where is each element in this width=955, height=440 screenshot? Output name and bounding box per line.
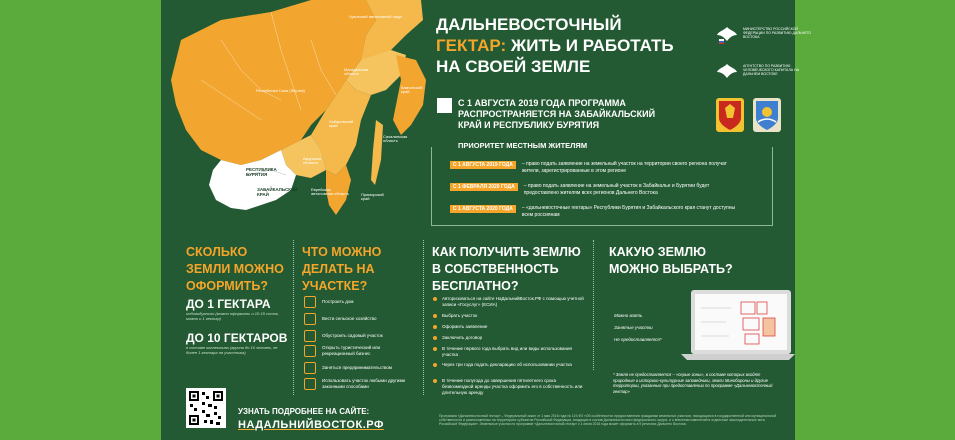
tent-icon	[304, 345, 316, 357]
ministry-logo	[743, 27, 813, 40]
agency-logo	[743, 64, 813, 77]
map-label-zabaikalsky: ЗАБАЙКАЛЬСКИЙ КРАЙ	[257, 187, 298, 197]
priority-date: С 1 ФЕВРАЛЯ 2020 ГОДА	[450, 183, 518, 191]
step-label: Выбрать участок	[442, 313, 478, 318]
poster-title	[436, 14, 706, 77]
what-to-do-title	[302, 244, 381, 295]
title-line: В СОБСТВЕННОСТЬ	[432, 262, 559, 276]
step-item	[433, 335, 587, 341]
activity-item	[304, 378, 412, 390]
title-line: МОЖНО ВЫБРАТЬ?	[609, 262, 733, 276]
title-line2-rest: ЖИТЬ И РАБОТАТЬ	[506, 36, 674, 55]
more-info-label: УЗНАТЬ ПОДРОБНЕЕ НА САЙТЕ:	[238, 407, 370, 416]
map-label-primorye: Приморский край	[361, 192, 384, 202]
option-1-note: индивидуально (можно оформить и 10-15 соток, можно и 1 гектар)	[186, 311, 279, 321]
priority-text: – «дальневосточные гектары» Республики Бурятия и Забайкальского края станут доступны всем россиянам	[521, 205, 736, 218]
activity-label: Вести сельское хозяйство	[322, 316, 377, 321]
title-line: ДЕЛАТЬ НА	[302, 262, 375, 276]
briefcase-icon	[304, 362, 316, 374]
priority-title: ПРИОРИТЕТ МЕСТНЫМ ЖИТЕЛЯМ	[458, 141, 588, 150]
map-label-kamchatka: Камчатский край	[401, 85, 423, 95]
house-icon	[304, 296, 316, 308]
legend-occupied: Занятые участки	[614, 325, 653, 330]
title-line1: ДАЛЬНЕВОСТОЧНЫЙ	[436, 15, 622, 34]
news-marker	[437, 98, 452, 113]
activity-label: Использовать участок любыми другими законными способами	[322, 378, 406, 389]
legal-footnote: Программа «Дальневосточный гектар» – Федеральный закон от 1 мая 2016 года № 119-ФЗ «Об особенностях предоставления гражданам земельных участков, находящихся в государственной или муниципальной собственности и расположенных на территориях субъектов Российской Федерации, входящих в состав Дальневосточного федерального округа, и о внесении изменений в отдельные законодательные акты Российской Федерации». Земельные участки по программе «Дальневосточный гектар» с 1 июля 2016 года может оформить в 9 регионах Дальнего Востока.	[439, 414, 777, 427]
title-line: ЗЕМЛИ МОЖНО	[186, 262, 284, 276]
title-line2	[436, 35, 706, 56]
news-text: С 1 АВГУСТА 2019 ГОДА ПРОГРАММА РАСПРОСТРАНЯЕТСЯ НА ЗАБАЙКАЛЬСКИЙ КРАЙ И РЕСПУБЛИКУ БУРЯТИЯ	[458, 98, 656, 130]
step-item	[433, 313, 587, 319]
priority-text: – право подать заявление на земельный участок на территории своего региона получат жители, зарегистрированные в этом регионе	[521, 161, 727, 174]
title-line: УЧАСТКЕ?	[302, 279, 368, 293]
zabaikalsky-emblem-icon	[716, 98, 744, 132]
divider	[423, 240, 424, 395]
divider	[293, 240, 294, 395]
step-label: Оформить заявление	[442, 324, 488, 329]
tractor-icon	[304, 313, 316, 325]
activity-label: Построить дом	[322, 299, 354, 304]
priority-row	[450, 183, 739, 197]
priority-row	[450, 205, 737, 219]
activity-item	[304, 296, 412, 308]
step-item	[433, 296, 587, 308]
title-line: ЧТО МОЖНО	[302, 245, 382, 259]
how-to-get-title	[432, 244, 581, 295]
website-link[interactable]: НАДАЛЬНИЙВОСТОК.РФ	[238, 419, 384, 431]
title-highlight: ГЕКТАР:	[436, 36, 507, 55]
legend-available: Можно взять	[614, 313, 643, 318]
step-label: Заключить договор	[442, 335, 483, 340]
activity-item	[304, 313, 412, 325]
map-label-amur: Амурская область	[303, 156, 321, 166]
which-land-note: * Земля не предоставляется – «серые зоны», в составе которых входят природные и историко-культурные заповедники, земли Минобороны и другие территории, указанные при предоставлении по программе «Дальневосточный гектар»	[613, 372, 773, 394]
laptop-map-icon	[671, 288, 796, 363]
title-line: СКОЛЬКО	[186, 245, 248, 259]
activity-item	[304, 362, 412, 374]
title-line: КАК ПОЛУЧИТЬ ЗЕМЛЮ	[432, 245, 581, 259]
step-label: В течение первого года выбрать вид или виды использования участка	[442, 346, 572, 357]
map-label-jewish: Еврейская автономная область	[311, 187, 349, 197]
priority-row	[450, 161, 737, 175]
title-line: БЕСПЛАТНО?	[432, 279, 519, 293]
priority-date: С 1 АВГУСТА 2020 ГОДА	[450, 205, 516, 213]
step-item	[433, 362, 587, 368]
title-line: ОФОРМИТЬ?	[186, 279, 268, 293]
leaf-logo-icon	[715, 62, 739, 82]
which-land-title	[609, 244, 733, 278]
qr-code-icon[interactable]	[186, 388, 226, 428]
step-label: Через три года подать декларацию об использовании участка	[442, 362, 572, 367]
far-east-map	[161, 0, 431, 225]
leaf-logo-icon	[715, 25, 739, 45]
priority-date: С 1 АВГУСТА 2019 ГОДА	[450, 161, 516, 169]
option-1-hectare: ДО 1 ГЕКТАРА	[186, 297, 271, 311]
how-much-title	[186, 244, 284, 295]
option-10-hectares: ДО 10 ГЕКТАРОВ	[186, 331, 288, 345]
step-item	[433, 324, 587, 330]
activity-label: Открыть туристический или рекреационный бизнес	[322, 345, 381, 356]
step-label: В течение полугода до завершения пятилетнего срока безвозмездной аренды участка оформить его в собственность или длительную аренду	[442, 378, 583, 395]
map-label-buryatia: РЕСПУБЛИКА БУРЯТИЯ	[246, 167, 277, 177]
map-label-khabarovsk: Хабаровский край	[329, 119, 354, 129]
poster	[161, 0, 812, 440]
step-item	[433, 346, 587, 358]
divider	[593, 240, 594, 370]
option-10-note: в составе коллектива (группа до 10 человек, не более 1 гектара на участника)	[186, 345, 278, 355]
title-line3: НА СВОЕЙ ЗЕМЛЕ	[436, 57, 591, 76]
map-label-magadan: Магаданская область	[344, 67, 369, 77]
activity-label: Заняться предпринимательством	[322, 365, 392, 370]
ministry-name: МИНИСТЕРСТВО РОССИЙСКОЙ ФЕДЕРАЦИИ ПО РАЗВИТИЮ ДАЛЬНЕГО ВОСТОКА	[743, 27, 812, 40]
step-label: Авторизоваться на сайте НаДальнийВосток.РФ с помощью учетной записи «Госуслуг» (ЕСИА)	[442, 296, 584, 307]
step-item	[433, 378, 587, 396]
map-label-sakhalin: Сахалинская область	[383, 134, 408, 144]
title-line: КАКУЮ ЗЕМЛЮ	[609, 245, 706, 259]
activity-label: Обустроить садовый участок	[322, 333, 383, 338]
agency-name: АГЕНТСТВО ПО РАЗВИТИЮ ЧЕЛОВЕЧЕСКОГО КАПИТАЛА НА ДАЛЬНЕМ ВОСТОКЕ	[743, 64, 799, 77]
legend-unavailable: Не предоставляется*	[614, 337, 662, 342]
activity-item	[304, 330, 412, 342]
other-icon	[304, 378, 316, 390]
map-label-yakutia: Республика Саха (Якутия)	[256, 88, 305, 93]
priority-text: – право подать заявление на земельный участок в Забайкалье и Бурятии будет предоставлено жителям всех регионов Дальнего Востока	[523, 183, 710, 196]
activity-item	[304, 345, 412, 357]
garden-icon	[304, 330, 316, 342]
buryatia-emblem-icon	[753, 98, 781, 132]
map-label-chukotka: Чукотский автономный округ	[349, 14, 403, 19]
